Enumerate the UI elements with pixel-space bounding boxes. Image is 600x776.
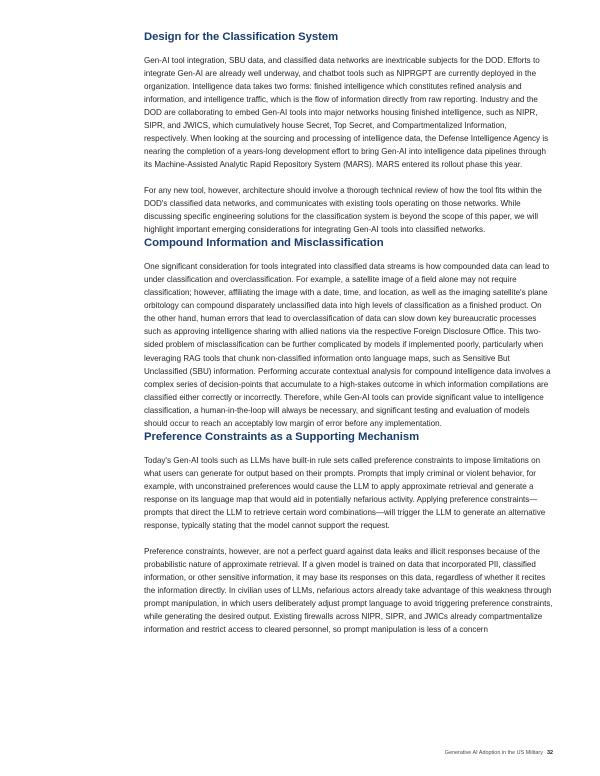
- section-compound-information-and-misclassification: [144, 236, 553, 430]
- section-preference-constraints-as-supporting-mechanism: [144, 430, 553, 636]
- paragraph: Gen-AI tool integration, SBU data, and classified data networks are inextricable subjects for the DOD. Efforts to integrate Gen-AI are already well underway, and chatbot tools such as NIPRGPT are currently deployed in the organization. Intelligence data takes two forms: finished intelligence which constitutes refined analysis and information, and intelligence traffic, which is the flow of information directly from raw reporting. Industry and the DOD are collaborating to embed Gen-AI tools into major networks housing finished intelligence, such as NIPR, SIPR, and JWICS, which cumulatively house Secret, Top Secret, and Compartmentalized Information, respectively. When looking at the sourcing and processing of intelligence data, the Defense Intelligence Agency is nearing the completion of a years-long development effort to bring Gen-AI into intelligence data pipelines through its Machine-Assisted Analytic Rapid Repository System (MARS). MARS entered its rollout phase this year.: [144, 56, 549, 170]
- section-heading: Design for the Classification System: [144, 31, 339, 43]
- paragraph: Preference constraints, however, are not a perfect guard against data leaks and illicit responses because of the probabilistic nature of approximate retrieval. If a given model is trained on data that incorporated PII, classified information, or other sensitive information, it may base its responses on this data, regardless of whether it recites the information directly. In civilian uses of LLMs, nefarious actors already take advantage of this weakness through prompt manipulation, in which users deliberately adjust prompt language to avoid triggering preference constraints, while generating the desired output. Existing firewalls across NIPR, SIPR, and JWICs already compartmentalize information and restrict access to cleared personnel, so prompt manipulation is less of a concern: [144, 546, 553, 634]
- paragraph: One significant consideration for tools integrated into classified data streams is how compounded data can lead to under classification and overclassification. For example, a satellite image of a field alone may not require classification; however, affiliating the image with a date, time, and location, as well as the imaging satellite's plane orbitology can compound disparately unclassified data into high levels of classification as a finished product. On the other hand, human errors that lead to overclassification of data can slow down key bureaucratic processes such as approving intelligence sharing with allied nations via the respective Foreign Disclosure Office. This two-sided problem of misclassification can be further complicated by models if implemented poorly, particularly when leveraging RAG tools that chunk non-classified information onto language maps, such as Sensitive But Unclassified (SBU) information. Performing accurate contextual analysis for compound intelligence data involves a complex series of decision-points that accumulate to a high-stakes outcome in which information compilations are classified either correctly or incorrectly. Therefore, while Gen-AI tools can provide significant value to intelligence classification, a human-in-the-loop will always be necessary, and significant testing and evaluation of models should occur to reach an acceptably low margin of error before any implementation.: [144, 262, 551, 428]
- section-heading: Preference Constraints as a Supporting Mechanism: [144, 430, 420, 443]
- footer-document-title: Generative AI Adoption in the US Military: [444, 750, 543, 756]
- content-column: [144, 30, 553, 636]
- paragraph: For any new tool, however, architecture should involve a thorough technical review of how the tool fits within the DOD's classified data networks, and communicates with existing tools operating on those networks. While discussing specific engineering solutions for the classification system is beyond the scope of this paper, we will highlight important emerging considerations for integrating Gen-AI tools into classified networks.: [144, 186, 542, 235]
- page-footer: [144, 749, 553, 757]
- section-heading: Compound Information and Misclassification: [144, 237, 384, 250]
- section-design-for-classification-system: [144, 30, 553, 236]
- paragraph: Today's Gen-AI tools such as LLMs have built-in rule sets called preference constraints to impose limitations on what users can generate for output based on their prompts. Prompts that imply criminal or violent behavior, for example, with unconstrained preferences would cause the LLM to apply approximate retrieval and generate a response on its language map that would aid in potentially nefarious activity. Applying preference constraints—prompts that direct the LLM to retrieve certain word combinations—will trigger the LLM to generate an alternative response, typically stating that the model cannot support the request.: [144, 455, 546, 531]
- footer-page-number: 32: [546, 750, 553, 756]
